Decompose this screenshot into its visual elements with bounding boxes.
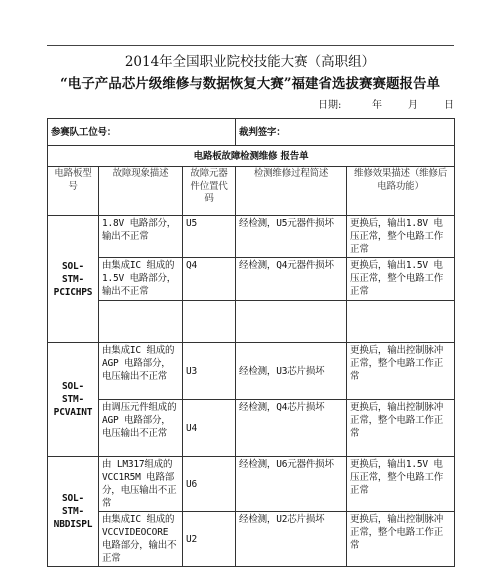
detection-cell xyxy=(236,301,347,343)
detection-cell: 经检测，Q4元器件损坏 xyxy=(236,258,347,301)
result-cell: 更换后，输出1.5V 电压正常，整个电路工作正常 xyxy=(347,258,455,301)
table-row xyxy=(48,301,455,343)
date-label: 日期: xyxy=(318,100,342,111)
component-cell: U6 xyxy=(183,457,236,512)
report-table xyxy=(47,118,455,567)
symptom-cell xyxy=(99,301,183,343)
board-model: SOL-STM-PCICHPS xyxy=(48,216,99,343)
result-cell: 更换后，输出控制脉冲正常，整个电路工作正常 xyxy=(347,400,455,457)
symptom-cell: 由集成IC 组成的AGP 电路部分，电压输出不正常 xyxy=(99,343,183,400)
col-result-header: 维修效果描述（维修后电路功能） xyxy=(347,167,455,216)
component-cell: U3 xyxy=(183,343,236,400)
result-cell xyxy=(347,301,455,343)
col-symptom-header: 故障现象描述 xyxy=(99,167,183,216)
report-subtitle: “电子产品芯片级维修与数据恢复大赛”福建省选拔赛赛题报告单 xyxy=(59,76,441,92)
team-station-label: 参赛队工位号： xyxy=(51,126,117,138)
component-cell: U5 xyxy=(183,216,236,258)
component-cell: U4 xyxy=(183,400,236,457)
symptom-cell: 1.8V 电路部分，输出不正常 xyxy=(99,216,183,258)
detection-cell: 经检测，U2芯片损坏 xyxy=(236,512,347,567)
symptom-cell: 由集成IC 组成的1.5V 电路部分，输出不正常 xyxy=(99,258,183,301)
detection-cell: 经检测，U3芯片损坏 xyxy=(236,343,347,400)
table-row xyxy=(48,216,455,258)
team-station-cell xyxy=(48,119,236,146)
col-detection-header: 检测维修过程简述 xyxy=(236,167,347,216)
symptom-cell: 由集成IC 组成的VCCVIDEOCORE 电路部分，输出不正常 xyxy=(99,512,183,567)
section-title: 电路板故障检测维修 报告单 xyxy=(48,146,455,167)
header-rule xyxy=(47,45,454,46)
board-model: SOL-STM-PCVAINT xyxy=(48,343,99,457)
board-model: SOL-STM-NBDISPL xyxy=(48,457,99,567)
table-row xyxy=(48,400,455,457)
component-cell: Q4 xyxy=(183,258,236,301)
detection-cell: 经检测，U5元器件损坏 xyxy=(236,216,347,258)
component-cell xyxy=(183,301,236,343)
component-cell: U2 xyxy=(183,512,236,567)
judge-signature-cell xyxy=(236,119,455,146)
result-cell: 更换后，输出控制脉冲正常，整个电路工作正常 xyxy=(347,343,455,400)
symptom-cell: 由 LM317组成的VCC1R5M 电路部分，电压输出不正常 xyxy=(99,457,183,512)
result-cell: 更换后，输出1.5V 电压正常，整个电路工作正常 xyxy=(347,457,455,512)
judge-signature-label: 裁判签字： xyxy=(239,126,286,138)
table-row xyxy=(48,457,455,512)
detection-cell: 经检测，Q4芯片损坏 xyxy=(236,400,347,457)
report-title: 2014年全国职业院校技能大赛（高职组） xyxy=(124,54,376,70)
table-row xyxy=(48,343,455,400)
table-row xyxy=(48,258,455,301)
year-label: 年 xyxy=(372,100,382,111)
symptom-cell: 由调压元件组成的AGP 电路部分，电压输出不正常 xyxy=(99,400,183,457)
col-board-header: 电路板型号 xyxy=(48,167,99,216)
result-cell: 更换后，输出1.8V 电压正常，整个电路工作正常 xyxy=(347,216,455,258)
col-component-header: 故障元器件位置代码 xyxy=(183,167,236,216)
table-row xyxy=(48,512,455,567)
day-label: 日 xyxy=(444,100,454,111)
result-cell: 更换后，输出控制脉冲正常，整个电路工作正常 xyxy=(347,512,455,567)
month-label: 月 xyxy=(408,100,418,111)
detection-cell: 经检测，U6元器件损坏 xyxy=(236,457,347,512)
